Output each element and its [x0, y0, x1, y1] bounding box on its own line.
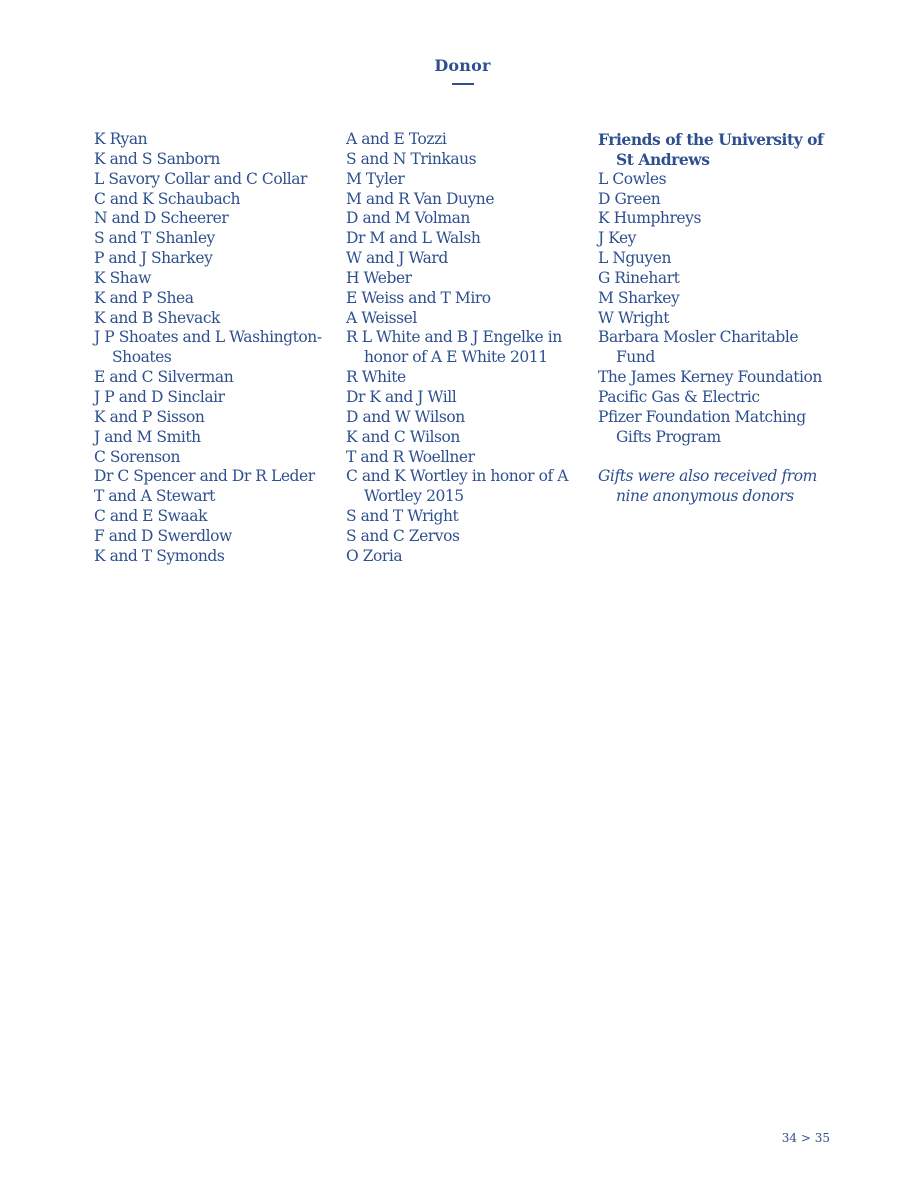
donor-entry: M Sharkey — [598, 288, 680, 307]
donor-entry: E and C Silverman — [94, 368, 234, 387]
donor-column-3 — [598, 130, 838, 507]
donor-entry: J P Shoates and L Washington-Shoates — [94, 328, 322, 367]
donor-entry: K and P Shea — [94, 288, 194, 307]
donor-entry: K Shaw — [94, 268, 151, 287]
donor-entry: S and N Trinkaus — [346, 149, 477, 168]
donor-entry: D and M Volman — [346, 209, 470, 228]
friends-list — [598, 170, 838, 448]
donor-entry: Pfizer Foundation Matching Gifts Program — [598, 407, 806, 446]
donor-entry: G Rinehart — [598, 268, 680, 287]
donor-entry: C and K Schaubach — [94, 189, 241, 208]
donor-entry: K Ryan — [94, 130, 148, 148]
donor-entry: Dr C Spencer and Dr R Leder — [94, 467, 315, 486]
donor-entry: S and T Wright — [346, 507, 459, 526]
page-header — [0, 56, 900, 85]
section-title: Donor — [434, 56, 491, 75]
donor-entry: N and D Scheerer — [94, 209, 229, 228]
donor-entry: R L White and B J Engelke in honor of A E White 2011 — [346, 328, 562, 367]
donor-entry: J Key — [598, 229, 636, 248]
friends-heading: Friends of the University of St Andrews — [598, 130, 824, 169]
donor-entry: Pacific Gas & Electric — [598, 387, 760, 406]
donor-entry: S and C Zervos — [346, 526, 460, 545]
donor-entry: J P and D Sinclair — [94, 387, 225, 406]
donor-entry: J and M Smith — [94, 427, 201, 446]
donor-entry: K and T Symonds — [94, 546, 225, 565]
donor-entry: W Wright — [598, 308, 669, 327]
donor-entry: L Nguyen — [598, 249, 671, 268]
donor-column-2 — [346, 130, 586, 567]
donor-entry: K and P Sisson — [94, 407, 205, 426]
donor-entry: K and B Shevack — [94, 308, 220, 327]
donor-entry: D Green — [598, 189, 661, 208]
donor-entry: S and T Shanley — [94, 229, 215, 248]
donor-entry: Barbara Mosler Charitable Fund — [598, 328, 799, 367]
donor-entry: R White — [346, 368, 406, 387]
donor-entry: K and S Sanborn — [94, 149, 220, 168]
donor-entry: C Sorenson — [94, 447, 181, 466]
donor-entry: T and R Woellner — [346, 447, 475, 466]
donor-entry: The James Kerney Foundation — [598, 368, 822, 387]
title-underline — [452, 83, 474, 85]
donor-entry: F and D Swerdlow — [94, 526, 232, 545]
donor-column-1 — [94, 130, 334, 567]
donor-entry: Dr M and L Walsh — [346, 229, 481, 248]
page-number: 34 > 35 — [781, 1131, 830, 1145]
donor-entry: K and C Wilson — [346, 427, 460, 446]
donor-entry: P and J Sharkey — [94, 249, 213, 268]
donor-entry: D and W Wilson — [346, 407, 465, 426]
donor-entry: C and K Wortley in honor of A Wortley 2015 — [346, 467, 569, 506]
donor-entry: E Weiss and T Miro — [346, 288, 491, 307]
donor-entry: L Cowles — [598, 169, 667, 188]
anonymous-note: Gifts were also received from nine anonymous donors — [598, 467, 817, 506]
donor-entry: K Humphreys — [598, 209, 701, 228]
donor-entry: H Weber — [346, 268, 412, 287]
donor-entry: A and E Tozzi — [346, 130, 447, 148]
donor-entry: A Weissel — [346, 308, 417, 327]
donor-entry: Dr K and J Will — [346, 387, 457, 406]
donor-entry: T and A Stewart — [94, 487, 215, 506]
donor-entry: C and E Swaak — [94, 507, 208, 526]
donor-entry: W and J Ward — [346, 249, 448, 268]
donor-entry: O Zoria — [346, 546, 403, 565]
donor-entry: M Tyler — [346, 169, 405, 188]
donor-entry: M and R Van Duyne — [346, 189, 495, 208]
donor-entry: L Savory Collar and C Collar — [94, 169, 307, 188]
